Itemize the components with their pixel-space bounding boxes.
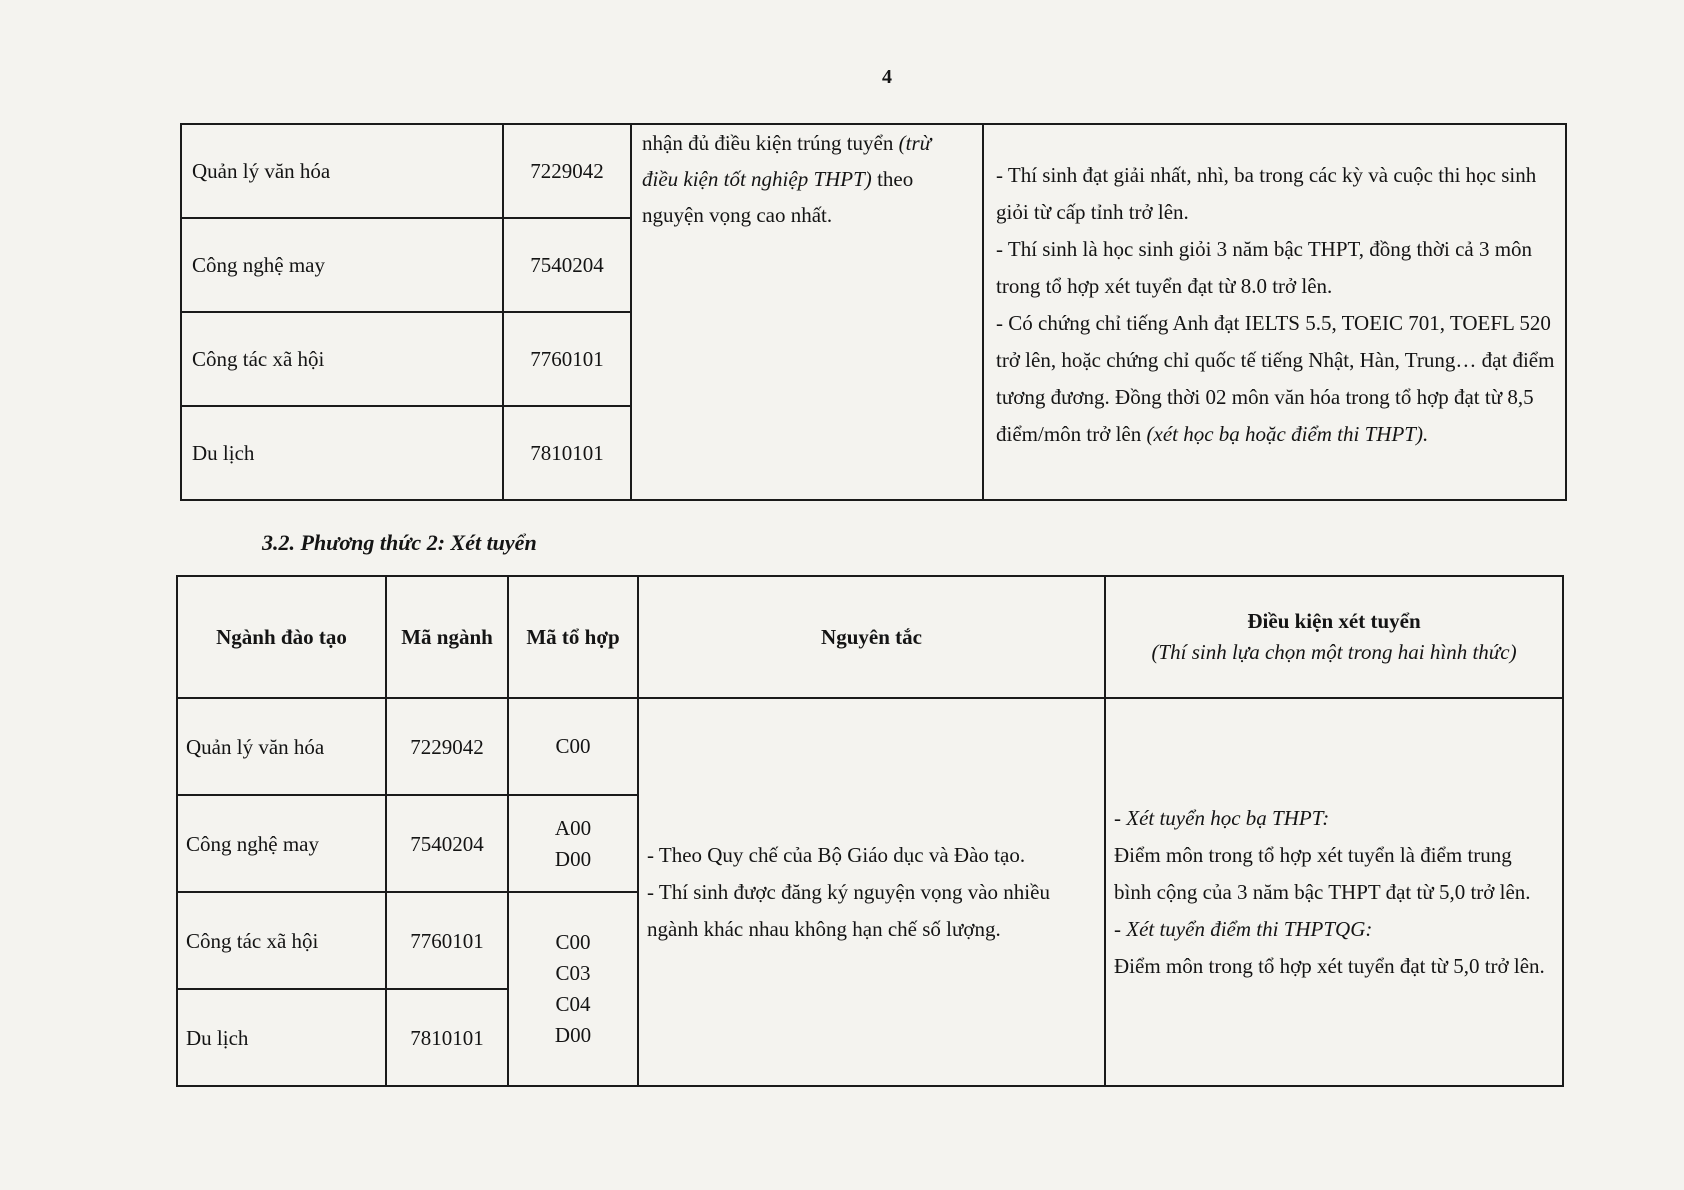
rule-item: - Theo Quy chế của Bộ Giáo dục và Đào tạo. — [647, 842, 1026, 867]
condition-item: - Thí sinh đạt giải nhất, nhì, ba trong các kỳ và cuộc thi học sinh giỏi từ cấp tỉnh trở lên. — [996, 163, 1537, 224]
condition-heading: - Xét tuyển học bạ THPT: — [1114, 805, 1330, 830]
admission-table-method-1-continued — [180, 123, 1567, 501]
combo-code: D00 — [554, 1023, 592, 1047]
combo-code: C00 — [555, 930, 591, 954]
header-conditions-title: Điều kiện xét tuyển — [1247, 609, 1421, 633]
section-title: 3.2. Phương thức 2: Xét tuyển — [262, 530, 537, 555]
header-rule: Nguyên tắc — [638, 576, 1105, 698]
combo-code: C03 — [555, 961, 591, 985]
condition-text: Điểm môn trong tổ hợp xét tuyển đạt từ 5,0 trở lên. — [1114, 953, 1545, 978]
page-number: 4 — [882, 66, 892, 88]
major-code: 7229042 — [503, 124, 631, 218]
major-code: 7540204 — [386, 795, 508, 892]
condition-item: - Thí sinh là học sinh giỏi 3 năm bậc THPT, đồng thời cả 3 môn trong tổ hợp xét tuyển đạt từ 8.0 trở lên. — [996, 237, 1533, 298]
table-row — [181, 124, 1566, 218]
combo-code: D00 — [554, 846, 592, 871]
major-name: Công tác xã hội — [177, 892, 386, 989]
major-code: 7229042 — [386, 698, 508, 795]
rule-text: theo nguyện vọng cao nhất. — [642, 167, 914, 227]
major-code: 7540204 — [503, 218, 631, 312]
major-name: Công nghệ may — [177, 795, 386, 892]
admission-rule-cell — [631, 124, 983, 500]
major-code: 7810101 — [386, 989, 508, 1086]
admission-conditions-cell — [983, 124, 1566, 500]
major-code: 7760101 — [386, 892, 508, 989]
condition-item: - Có chứng chỉ tiếng Anh đạt IELTS 5.5, TOEIC 701, TOEFL 520 trở lên, hoặc chứng chỉ quốc tế tiếng Nhật, Hàn, Trung… đạt điểm tương đương. Đồng thời 02 môn văn hóa trong tổ hợp đạt từ 8,5 điểm/môn trở lên — [996, 311, 1555, 446]
major-name: Công tác xã hội — [181, 312, 503, 406]
major-name: Du lịch — [181, 406, 503, 500]
admission-rule-cell — [638, 698, 1105, 1086]
major-code: 7760101 — [503, 312, 631, 406]
combo-code-cell — [508, 795, 638, 892]
header-combo: Mã tổ hợp — [508, 576, 638, 698]
major-name: Quản lý văn hóa — [181, 124, 503, 218]
table-row — [177, 698, 1563, 795]
rule-text: nhận đủ điều kiện trúng tuyển — [642, 131, 894, 155]
condition-heading: - Xét tuyển điểm thi THPTQG: — [1114, 916, 1373, 941]
table-header-row — [177, 576, 1563, 698]
header-code: Mã ngành — [386, 576, 508, 698]
header-conditions-note: (Thí sinh lựa chọn một trong hai hình thức) — [1151, 640, 1517, 664]
admission-conditions-cell — [1105, 698, 1563, 1086]
header-major: Ngành đào tạo — [177, 576, 386, 698]
header-conditions — [1105, 576, 1563, 698]
major-name: Du lịch — [177, 989, 386, 1086]
combo-code: A00 — [554, 815, 592, 840]
rule-item: - Thí sinh được đăng ký nguyện vọng vào nhiều ngành khác nhau không hạn chế số lượng. — [647, 879, 1050, 941]
rule-note: (trừ điều kiện tốt nghiệp THPT) — [642, 131, 932, 191]
combo-code: C04 — [555, 992, 591, 1016]
condition-note: (xét học bạ hoặc điểm thi THPT). — [1146, 422, 1429, 446]
major-code: 7810101 — [503, 406, 631, 500]
admission-table-method-2 — [176, 575, 1564, 1087]
major-name: Quản lý văn hóa — [177, 698, 386, 795]
combo-code-cell — [508, 892, 638, 1086]
major-name: Công nghệ may — [181, 218, 503, 312]
combo-code: C00 — [508, 698, 638, 795]
condition-text: Điểm môn trong tổ hợp xét tuyển là điểm trung bình cộng của 3 năm bậc THPT đạt từ 5,0 trở lên. — [1114, 842, 1531, 904]
